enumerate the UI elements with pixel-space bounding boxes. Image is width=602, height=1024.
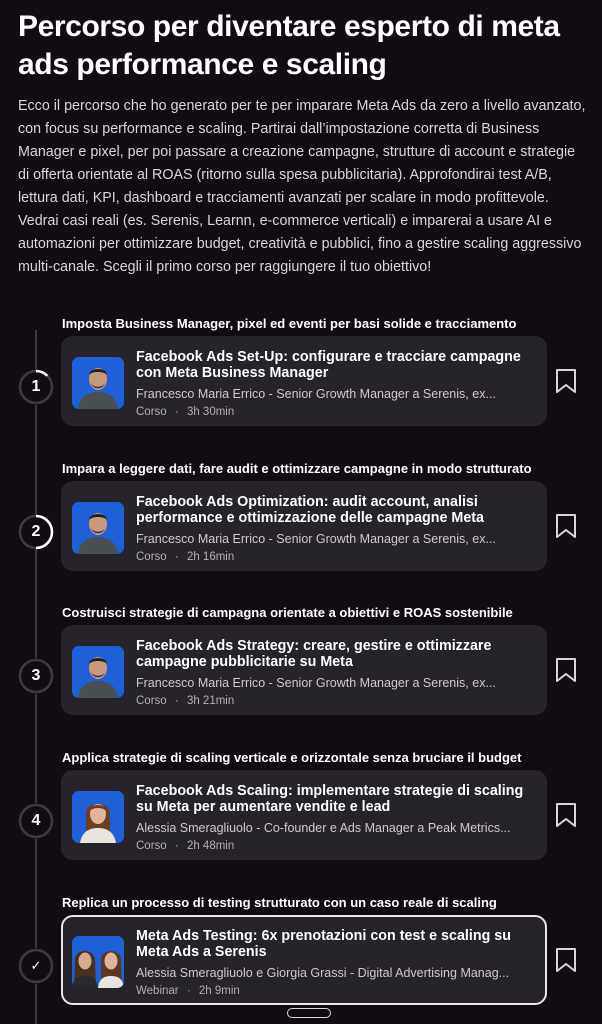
course-title: Facebook Ads Scaling: implementare strategie di scaling su Meta per aumentare vendite e lead bbox=[136, 783, 524, 815]
course-title: Facebook Ads Strategy: creare, gestire e ottimizzare campagne pubblicitarie su Meta bbox=[136, 638, 492, 670]
step-heading: Costruisci strategie di campagna orientate a obiettivi e ROAS sostenibile bbox=[62, 605, 513, 620]
meta-separator: · bbox=[174, 840, 179, 852]
course-card[interactable] bbox=[61, 336, 547, 426]
step-number-badge bbox=[18, 658, 54, 694]
course-duration: 2h 48min bbox=[186, 840, 235, 852]
meta-separator: · bbox=[186, 985, 191, 997]
course-meta bbox=[136, 406, 234, 418]
course-meta bbox=[136, 985, 240, 997]
course-card[interactable] bbox=[61, 625, 547, 715]
path-step-1 bbox=[0, 316, 602, 446]
course-card-selected[interactable] bbox=[61, 915, 547, 1005]
course-duration: 3h 21min bbox=[186, 695, 235, 707]
bookmark-icon[interactable] bbox=[555, 802, 577, 828]
step-heading: Impara a leggere dati, fare audit e ottimizzare campagne in modo strutturato bbox=[62, 461, 532, 476]
course-card[interactable] bbox=[61, 770, 547, 860]
course-type: Corso bbox=[136, 695, 167, 707]
course-author: Francesco Maria Errico - Senior Growth Manager a Serenis, ex... bbox=[136, 676, 496, 690]
intro-text: Ecco il percorso che ho generato per te per imparare Meta Ads da zero a livello avanzato, con focus su performance e scaling. Partirai dall’impostazione corretta di Business Manager e pixel, per poi passare a creazione campagne, strutture di account e strategie di offerta orientate al ROAS (ritorno sulla spesa pubblicitaria). Approfondirai test A/B, lettura dati, KPI, dashboard e tracciamenti avanzati per scalare in modo profittevole. Vedrai casi reali (es. Serenis, Learnn, e-commerce verticali) e imparerai a usare AI e automazioni per ottimizzare budget, creatività e pubblici, fino a gestire scaling aggressivo multi-canale. Scegli il primo corso per raggiungere il tuo obiettivo! bbox=[18, 98, 586, 275]
page-title: Percorso per diventare esperto di meta ads performance e scaling bbox=[18, 10, 560, 81]
course-title: Meta Ads Testing: 6x prenotazioni con test e scaling su Meta Ads a Serenis bbox=[136, 928, 511, 960]
course-meta bbox=[136, 840, 234, 852]
path-step-2 bbox=[0, 461, 602, 591]
meta-separator: · bbox=[174, 551, 179, 563]
course-author: Francesco Maria Errico - Senior Growth Manager a Serenis, ex... bbox=[136, 387, 496, 401]
course-type: Webinar bbox=[136, 985, 179, 997]
course-author: Alessia Smeragliuolo e Giorgia Grassi - Digital Advertising Manag... bbox=[136, 966, 510, 980]
step-heading: Imposta Business Manager, pixel ed eventi per basi solide e tracciamento bbox=[62, 316, 517, 331]
step-number: 1 bbox=[31, 378, 41, 395]
meta-separator: · bbox=[174, 695, 179, 707]
course-card[interactable] bbox=[61, 481, 547, 571]
step-number-badge bbox=[18, 803, 54, 839]
instructor-thumbnail bbox=[72, 791, 124, 843]
path-step-5 bbox=[0, 895, 602, 1024]
path-step-3 bbox=[0, 605, 602, 735]
instructor-thumbnail bbox=[72, 502, 124, 554]
step-number: 4 bbox=[31, 812, 41, 829]
course-duration: 3h 30min bbox=[186, 406, 235, 418]
bookmark-icon[interactable] bbox=[555, 368, 577, 394]
step-number-badge bbox=[18, 514, 54, 550]
path-step-4 bbox=[0, 750, 602, 880]
bookmark-icon[interactable] bbox=[555, 657, 577, 683]
instructor-thumbnail bbox=[72, 646, 124, 698]
course-title: Facebook Ads Set-Up: configurare e tracciare campagne con Meta Business Manager bbox=[136, 349, 521, 381]
course-type: Corso bbox=[136, 840, 167, 852]
course-meta bbox=[136, 695, 234, 707]
course-duration: 2h 16min bbox=[186, 551, 235, 563]
course-duration: 2h 9min bbox=[198, 985, 240, 997]
home-indicator[interactable] bbox=[287, 1008, 331, 1018]
step-check-badge bbox=[18, 948, 54, 984]
course-meta bbox=[136, 551, 234, 563]
instructor-thumbnail bbox=[72, 357, 124, 409]
step-number-badge bbox=[18, 369, 54, 405]
step-number: 2 bbox=[31, 523, 41, 540]
meta-separator: · bbox=[174, 406, 179, 418]
course-type: Corso bbox=[136, 551, 167, 563]
bookmark-icon[interactable] bbox=[555, 513, 577, 539]
course-title: Facebook Ads Optimization: audit account, analisi performance e ottimizzazione delle campagne Meta bbox=[136, 494, 484, 526]
bookmark-icon[interactable] bbox=[555, 947, 577, 973]
step-number: 3 bbox=[31, 667, 41, 684]
course-type: Corso bbox=[136, 406, 167, 418]
course-author: Francesco Maria Errico - Senior Growth Manager a Serenis, ex... bbox=[136, 532, 496, 546]
instructor-thumbnail bbox=[72, 936, 124, 988]
course-author: Alessia Smeragliuolo - Co-founder e Ads Manager a Peak Metrics... bbox=[136, 821, 511, 835]
check-icon: ✓ bbox=[30, 958, 42, 973]
step-heading: Replica un processo di testing strutturato con un caso reale di scaling bbox=[62, 895, 497, 910]
step-heading: Applica strategie di scaling verticale e orizzontale senza bruciare il budget bbox=[62, 750, 522, 765]
